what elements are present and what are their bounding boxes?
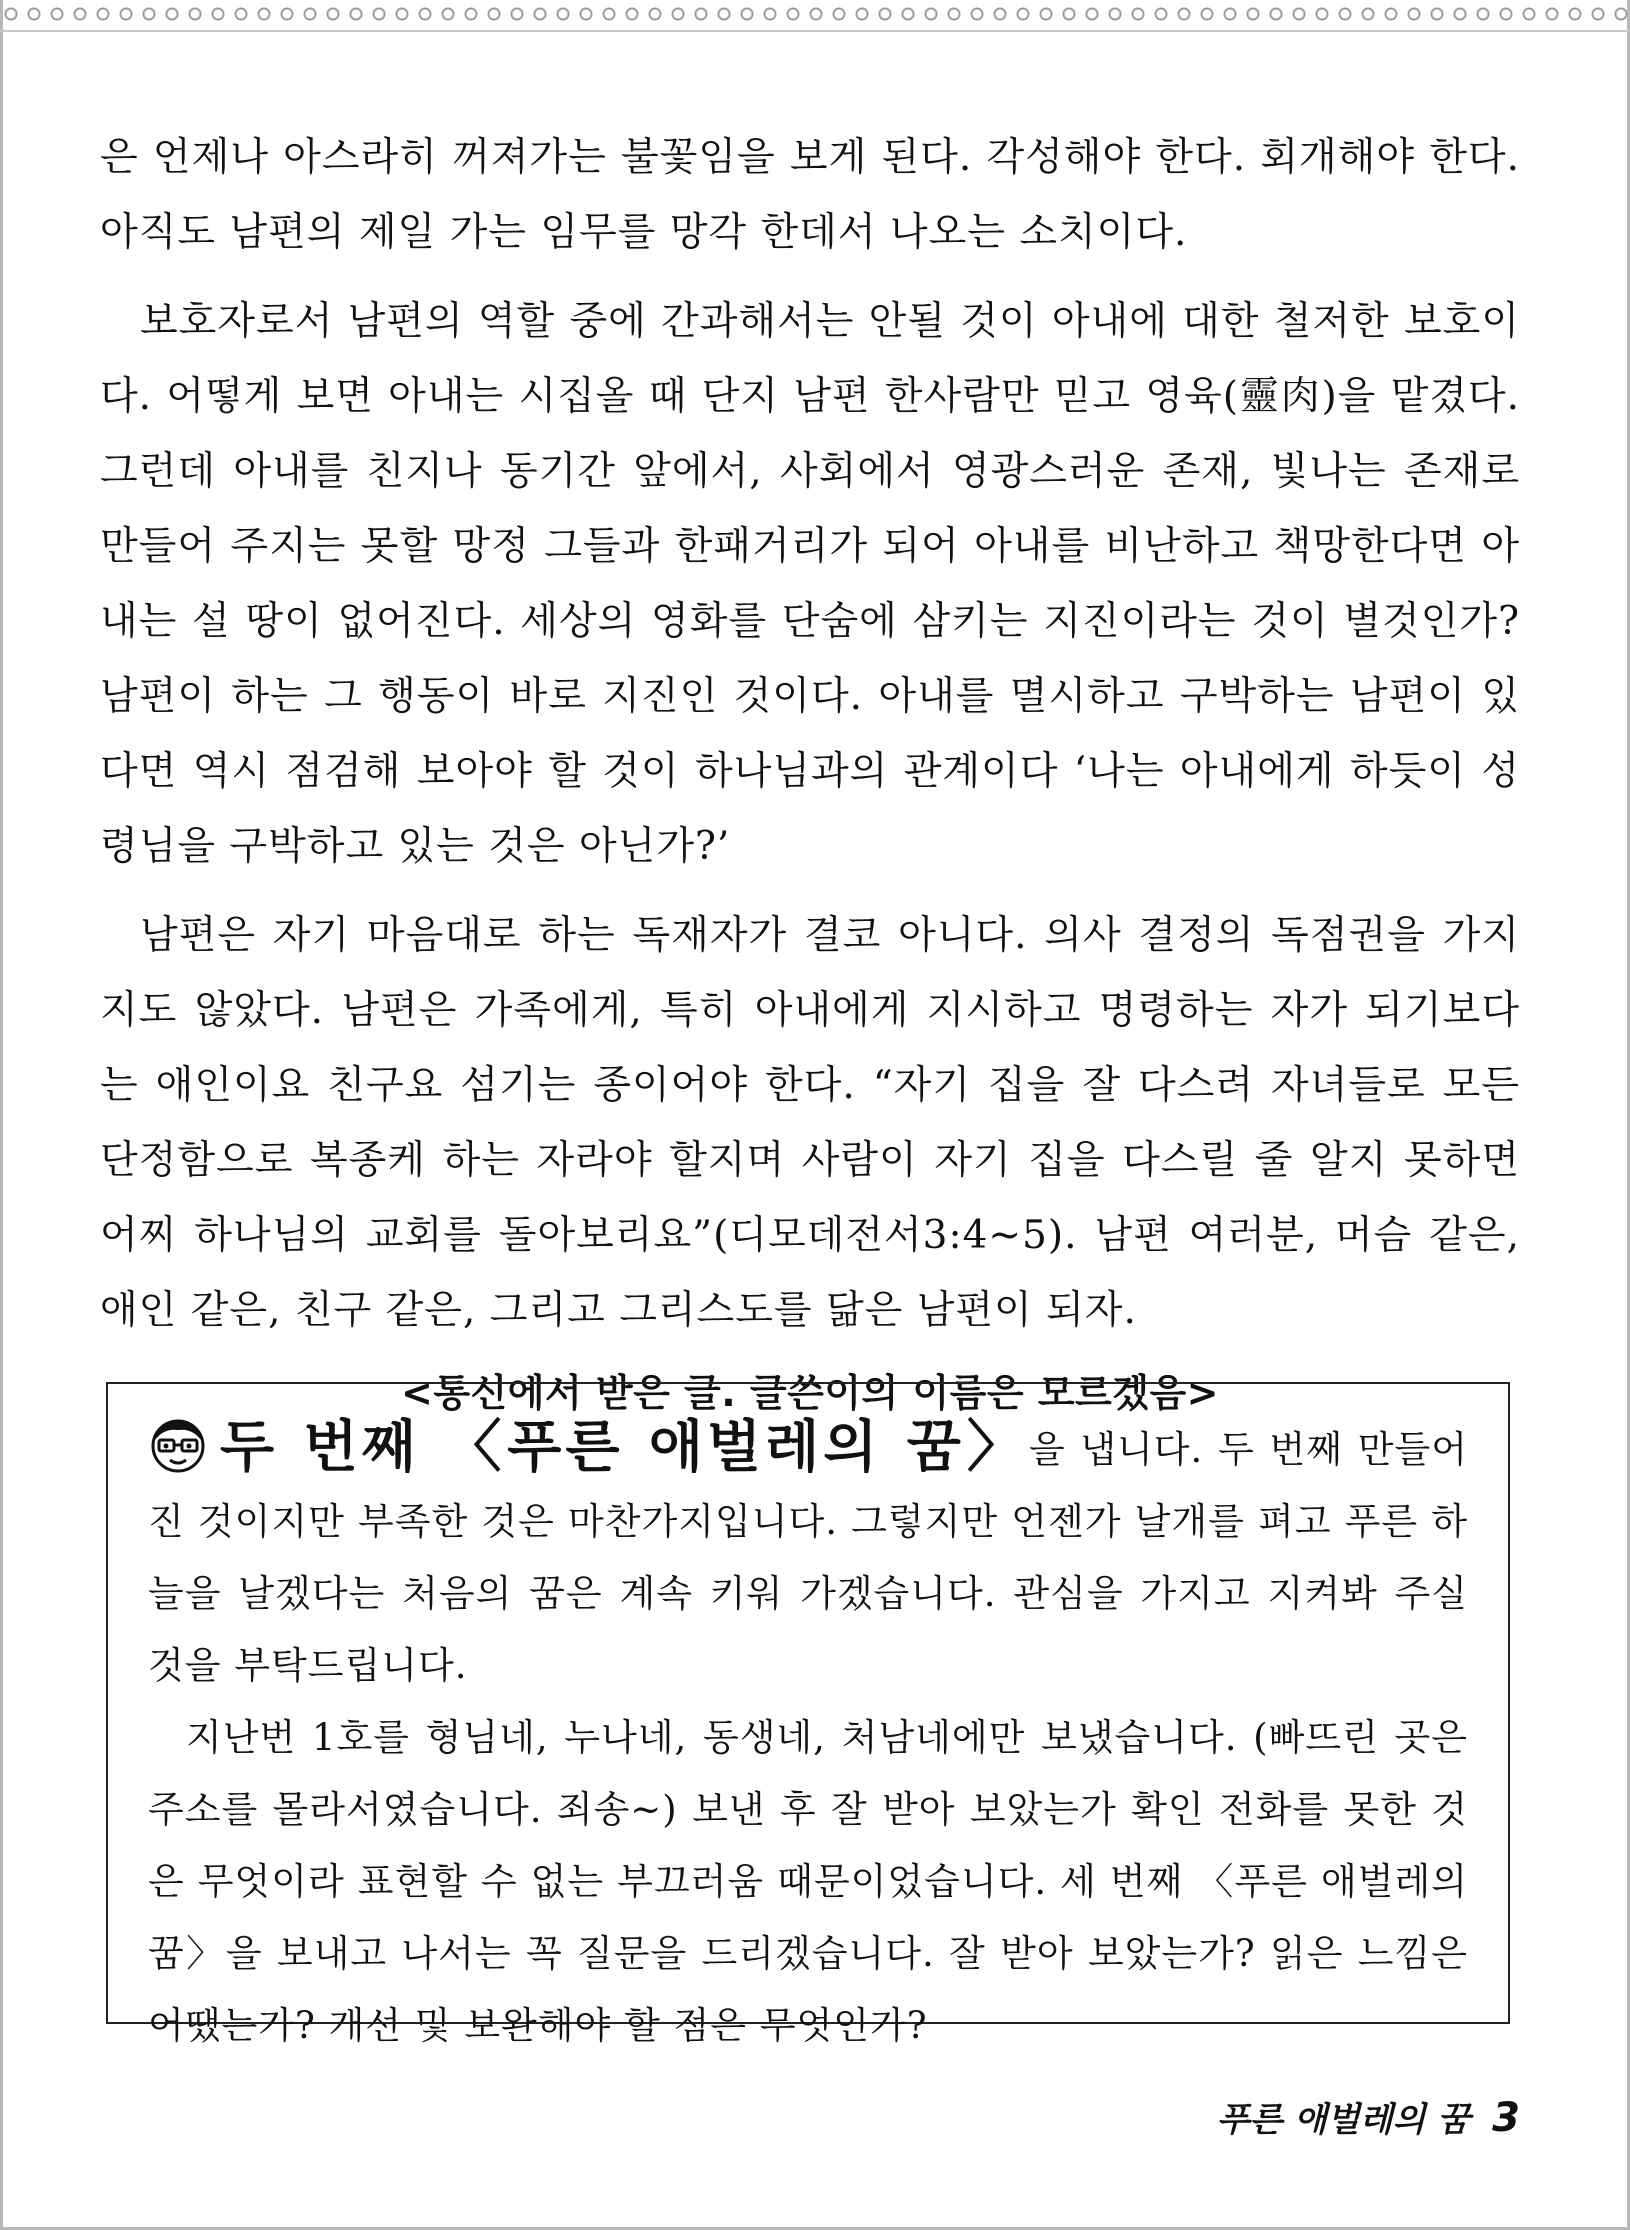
- paragraph-3: 남편은 자기 마음대로 하는 독재자가 결코 아니다. 의사 결정의 독점권을 가지지도 않았다. 남편은 가족에게, 특히 아내에게 지시하고 명령하는 자가 되기보다는 애인이요 친구요 섬기는 종이어야 한다. “자기 집을 잘 다스려 자녀들로 모든 단정함으로 복종케 하는 자라야 할지며 사람이 자기 집을 다스릴 줄 알지 못하면 어찌 하나님의 교회를 돌아보리요”(디모데전서3:4~5). 남편 여러분, 머슴 같은, 애인 같은, 친구 같은, 그리고 그리스도를 닮은 남편이 되자.: [100, 913, 1520, 1333]
- notice-box: [106, 1382, 1510, 2047]
- notice-body: 지난번 1호를 형님네, 누나네, 동생네, 처남네에만 보냈습니다. (빠뜨린 곳은 주소를 몰라서였습니다. 죄송~) 보낸 후 잘 받아 보았는가 확인 전화를 못한 것은 무엇이라 표현할 수 없는 부끄러움 때문이었습니다. 세 번째 〈푸른 애벌레의 꿈〉을 보내고 나서는 꼭 질문을 드리겠습니다. 잘 받아 보았는가? 읽은 느낌은 어땠는가? 개선 및 보완해야 할 점은 무엇인가?: [148, 1716, 1468, 2047]
- paragraph-1: 은 언제나 아스라히 꺼져가는 불꽃임을 보게 된다. 각성해야 한다. 회개해야 한다. 아직도 남편의 제일 가는 임무를 망각 한데서 나오는 소치이다.: [100, 135, 1520, 255]
- spiral-binding: [0, 0, 1630, 32]
- notice-intro-text: 을 냅니다. 두 번째 만들어진 것이지만 부족한 것은 마찬가지입니다. 그렇지만 언젠가 날개를 펴고 푸른 하늘을 날겠다는 처음의 꿈은 계속 키워 가겠습니다. 관심을 가지고 지켜봐 주실 것을 부탁드립니다.: [148, 1428, 1468, 1687]
- paragraph-2: 보호자로서 남편의 역할 중에 간과해서는 안될 것이 아내에 대한 철저한 보호이다. 어떻게 보면 아내는 시집올 때 단지 남편 한사람만 믿고 영육(靈肉)을 맡겼다. 그런데 아내를 친지나 동기간 앞에서, 사회에서 영광스러운 존재, 빛나는 존재로 만들어 주지는 못할 망정 그들과 한패거리가 되어 아내를 비난하고 책망한다면 아내는 설 땅이 없어진다. 세상의 영화를 단숨에 삼키는 지진이라는 것이 별것인가? 남편이 하는 그 행동이 바로 지진인 것이다. 아내를 멸시하고 구박하는 남편이 있다면 역시 점검해 보아야 할 것이 하나님과의 관계이다 ‘나는 아내에게 하듯이 성령님을 구박하고 있는 것은 아닌가?’: [100, 299, 1520, 869]
- cartoon-face-with-glasses-icon: [148, 1414, 208, 1474]
- article-body: [100, 120, 1520, 1417]
- source-byline: <통신에서 받은 글. 글쓴이의 이름은 모르겠음>: [400, 1371, 1219, 1415]
- page-number: 3: [1492, 2095, 1520, 2141]
- page-footer: [1217, 2092, 1520, 2141]
- notice-heading: 두 번째 〈푸른 애벌레의 꿈〉: [220, 1415, 1029, 1480]
- notice-intro: [148, 1412, 1468, 1702]
- footer-title: 푸른 애벌레의 꿈: [1216, 2100, 1471, 2140]
